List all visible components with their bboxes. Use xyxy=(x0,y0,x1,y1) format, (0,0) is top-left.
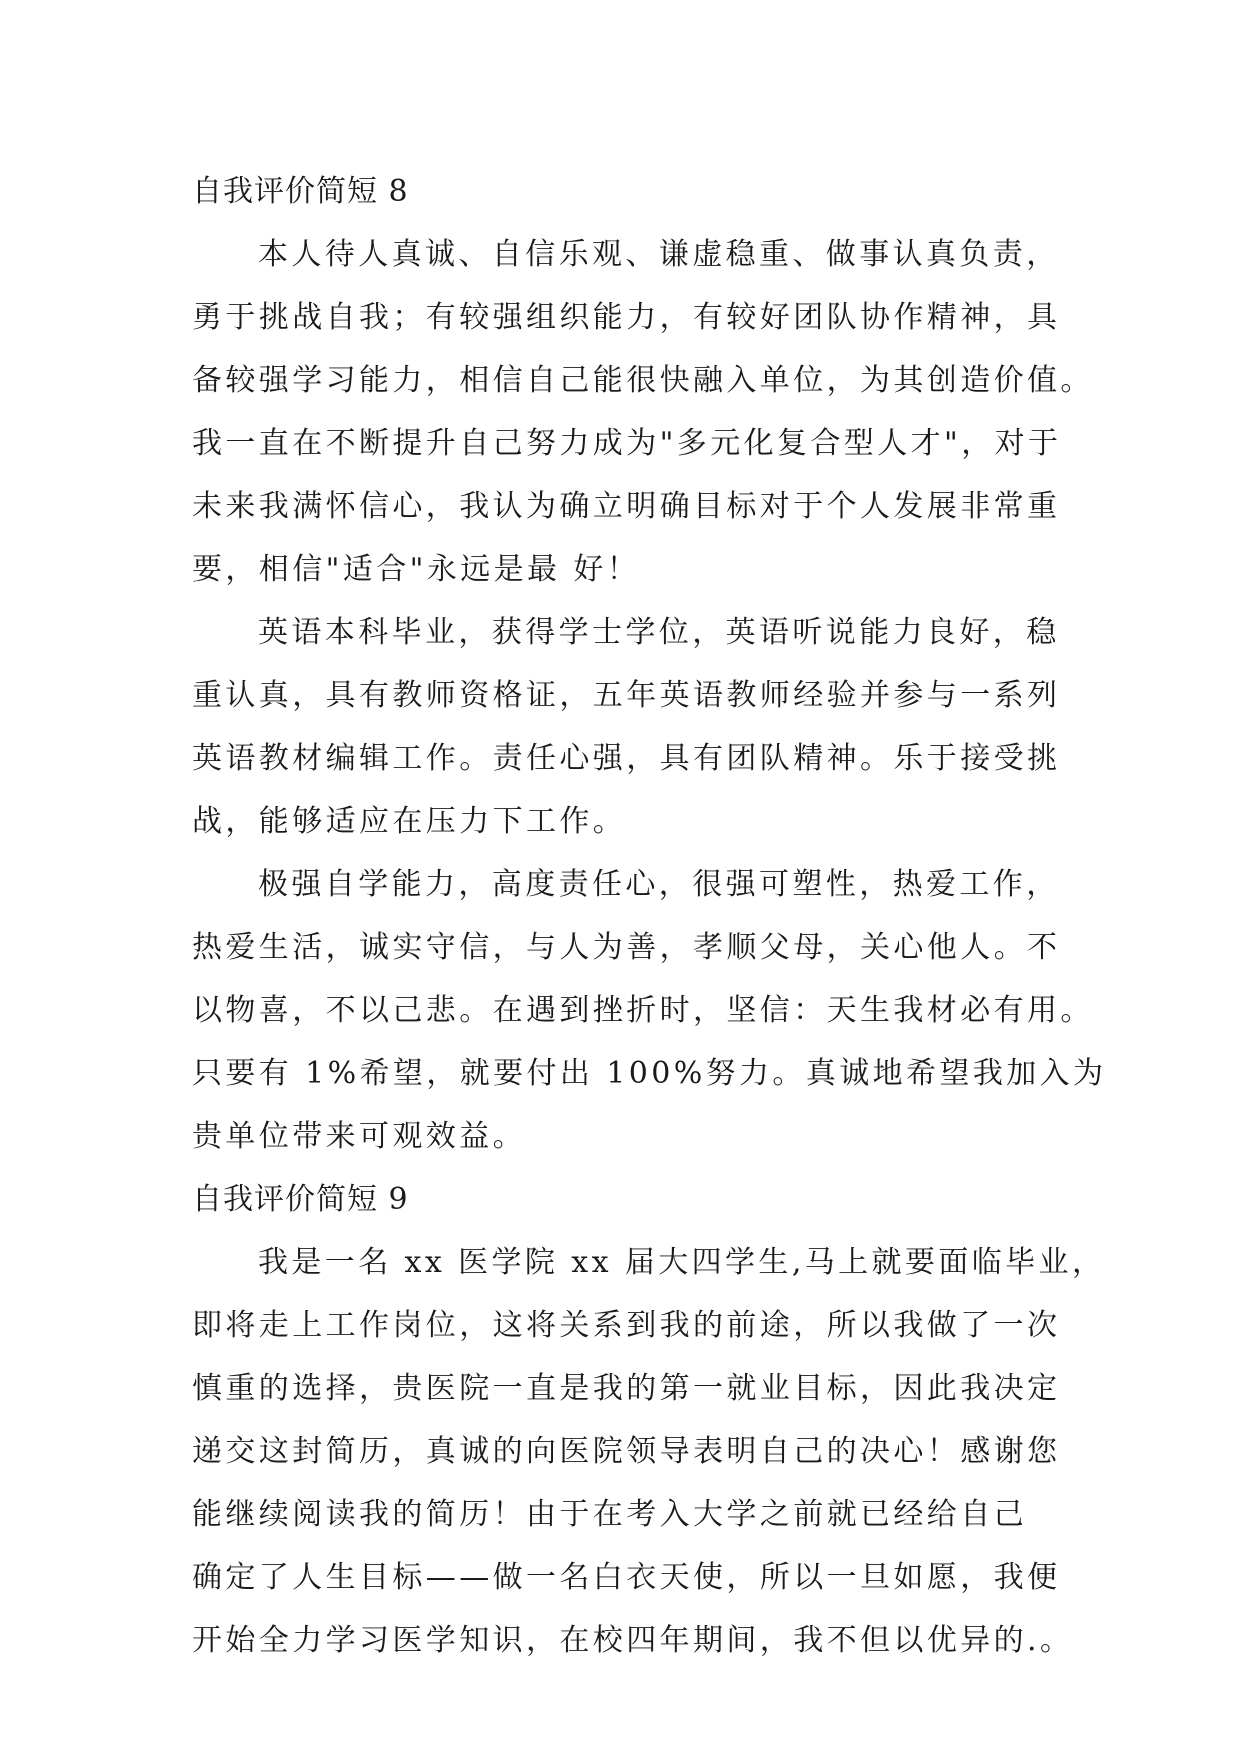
text-line: 慎重的选择，贵医院一直是我的第一就业目标，因此我决定 xyxy=(192,1371,1061,1406)
text-line: 递交这封简历，真诚的向医院领导表明自己的决心！感谢您 xyxy=(192,1434,1061,1469)
text-line: 开始全力学习医学知识，在校四年期间，我不但以优异的.。 xyxy=(192,1623,1074,1658)
section-heading: 自我评价简短 8 xyxy=(192,174,409,209)
paragraph xyxy=(192,1231,1106,1672)
text-line: 备较强学习能力，相信自己能很快融入单位，为其创造价值。 xyxy=(192,363,1094,398)
text-line: 确定了人生目标——做一名白衣天使，所以一旦如愿，我便 xyxy=(192,1560,1061,1595)
text-line: 贵单位带来可观效益。 xyxy=(192,1119,526,1154)
text-line: 本人待人真诚、自信乐观、谦虚稳重、做事认真负责， xyxy=(258,237,1060,272)
text-line: 要，相信"适合"永远是最 好！ xyxy=(192,552,641,587)
text-line: 重认真，具有教师资格证，五年英语教师经验并参与一系列 xyxy=(192,678,1061,713)
text-line: 能继续阅读我的简历！由于在考入大学之前就已经给自己 xyxy=(192,1497,1027,1532)
text-line: 即将走上工作岗位，这将关系到我的前途，所以我做了一次 xyxy=(192,1308,1061,1343)
document-body xyxy=(192,160,1107,1672)
text-line: 只要有 1%希望，就要付出 100%努力。真诚地希望我加入为 xyxy=(192,1056,1107,1091)
paragraph xyxy=(192,601,1068,853)
text-line: 我是一名 xx 医学院 xx 届大四学生,马上就要面临毕业， xyxy=(258,1245,1106,1280)
text-line: 英语本科毕业，获得学士学位，英语听说能力良好，稳 xyxy=(258,615,1060,650)
text-line: 未来我满怀信心，我认为确立明确目标对于个人发展非常重 xyxy=(192,489,1061,524)
paragraph xyxy=(192,223,1094,601)
paragraph xyxy=(192,853,1107,1168)
text-line: 勇于挑战自我；有较强组织能力，有较好团队协作精神，具 xyxy=(192,300,1061,335)
text-line: 英语教材编辑工作。责任心强，具有团队精神。乐于接受挑 xyxy=(192,741,1061,776)
section-heading: 自我评价简短 9 xyxy=(192,1182,409,1217)
text-line: 我一直在不断提升自己努力成为"多元化复合型人才"，对于 xyxy=(192,426,1062,461)
text-line: 战，能够适应在压力下工作。 xyxy=(192,804,627,839)
text-line: 以物喜，不以己悲。在遇到挫折时，坚信：天生我材必有用。 xyxy=(192,993,1094,1028)
text-line: 极强自学能力，高度责任心，很强可塑性，热爱工作， xyxy=(258,867,1060,902)
text-line: 热爱生活，诚实守信，与人为善，孝顺父母，关心他人。不 xyxy=(192,930,1061,965)
